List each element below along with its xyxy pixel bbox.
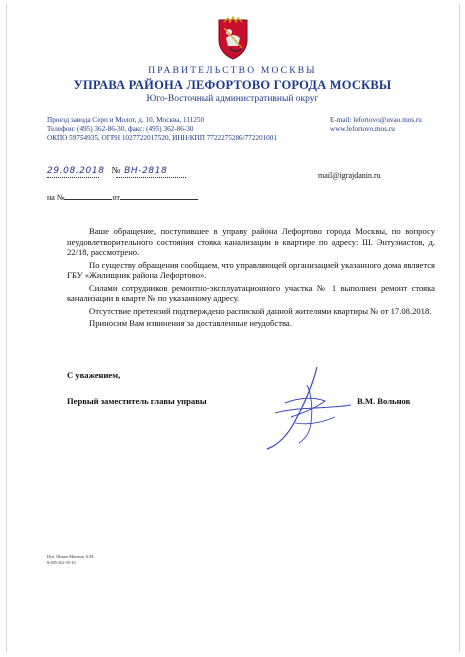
body-paragraph-5: Приносим Вам извинения за доставленные неудобства. xyxy=(89,318,292,328)
registration-line xyxy=(47,165,207,176)
executor-block xyxy=(47,554,94,565)
codes-text: ОКПО 59754935, ОГРН 1027722017520, ИНН/КПП 7722275286/772201001 xyxy=(47,134,277,143)
date-underline xyxy=(47,177,99,178)
moscow-emblem-icon xyxy=(216,16,250,60)
district-subtitle: Юго-Восточный административный округ xyxy=(146,94,319,104)
email-text: E-mail: lefortovo@uvao.mos.ru xyxy=(330,116,422,124)
contact-block-right xyxy=(330,116,450,134)
registration-date: 29.08.2018 xyxy=(47,166,105,176)
body-paragraph-3: Силами сотрудников ремонтно-эксплуатационного участка № 1 выполнен ремонт стояка канализации в кварте № по указанному адресу. xyxy=(67,282,435,303)
letter-body xyxy=(67,226,435,331)
recipient-email: mail@igrajdanin.ru xyxy=(318,171,381,180)
signer-name: В.М. Вольнов xyxy=(357,396,411,406)
gov-line: ПРАВИТЕЛЬСТВО МОСКВЫ xyxy=(148,66,317,76)
address-text: Проезд завода Серп и Молот, д. 10, Москва, 111250 xyxy=(47,116,205,124)
registration-number: ВН-2818 xyxy=(124,166,168,176)
number-underline xyxy=(116,177,186,178)
signer-title: Первый заместитель главы управы xyxy=(67,396,207,406)
ot-underline xyxy=(120,199,198,200)
registration-number-prefix: № xyxy=(111,165,121,175)
reference-line xyxy=(47,193,198,202)
closing-regards: С уважением, xyxy=(67,370,121,380)
executor-phone: 8-495-362-59-10 xyxy=(47,559,76,565)
body-paragraph-2: По существу обращения сообщаем, что управляющей организацией указанного дома является ГБУ «Жилищник района Лефортово». xyxy=(67,259,435,280)
na-label: на № xyxy=(47,193,65,202)
contact-block-left xyxy=(47,116,327,144)
phone-text: Телефон: (495) 362-86-30, факс: (495) 362-86-30 xyxy=(47,125,194,134)
body-paragraph-1: Ваше обращение, поступившее в управу района Лефортово города Москвы, по вопросу неудовлетворительного состояния стояка канализации в квартире по адресу: Ш. Энтузиастов, д. 22/18, рассмотрено. xyxy=(67,226,435,257)
website-text: www.lefortovo.mos.ru xyxy=(330,125,395,134)
executor-name: Исп. Шишо-Мисюль А.М. xyxy=(47,554,95,559)
handwritten-signature xyxy=(255,363,365,453)
ot-label: от xyxy=(112,193,120,202)
org-title: УПРАВА РАЙОНА ЛЕФОРТОВО ГОРОДА МОСКВЫ xyxy=(73,78,392,92)
body-paragraph-4: Отсутствие претензий подтверждено распиской данной жителями квартиры № от 17.08.2018. xyxy=(89,305,432,316)
na-underline xyxy=(64,199,112,200)
